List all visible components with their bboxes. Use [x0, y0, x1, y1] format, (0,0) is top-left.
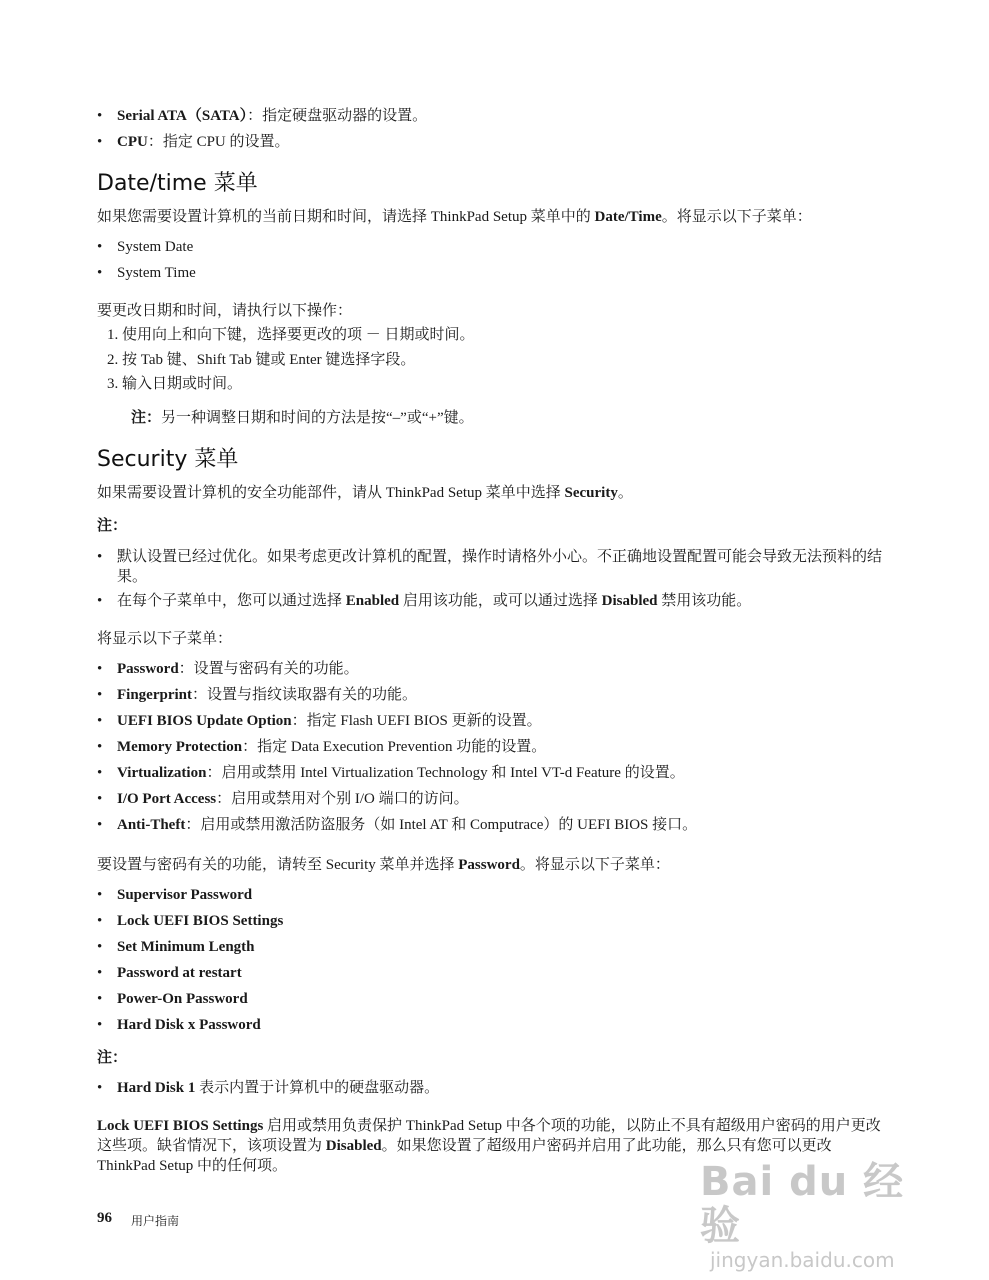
- page-number: 96: [97, 1210, 112, 1226]
- security-heading: Security 菜单: [97, 447, 239, 472]
- submenu-memory-protection: Memory Protection：指定 Data Execution Prevention 功能的设置。: [117, 739, 547, 755]
- bullet: •: [97, 1017, 103, 1033]
- watermark-logo: Bai du 经验: [700, 1159, 905, 1249]
- submenu-io-port: I/O Port Access：启用或禁用对个别 I/O 端口的访问。: [117, 791, 469, 807]
- bullet: •: [97, 939, 103, 955]
- datetime-heading: Date/time 菜单: [97, 171, 258, 196]
- bullet: •: [97, 791, 103, 807]
- security-note-2: 在每个子菜单中，您可以通过选择 Enabled 启用该功能，或可以通过选择 Disabled 禁用该功能。: [117, 593, 752, 609]
- bullet: •: [97, 991, 103, 1007]
- datetime-intro: 如果您需要设置计算机的当前日期和时间，请选择 ThinkPad Setup 菜单中的 Date/Time。将显示以下子菜单：: [97, 209, 812, 225]
- note2-label: 注：: [97, 1050, 128, 1066]
- list-item-sata: Serial ATA（SATA）：指定硬盘驱动器的设置。: [117, 108, 428, 124]
- password-intro: 要设置与密码有关的功能，请转至 Security 菜单并选择 Password。将显示以下子菜单：: [97, 857, 670, 873]
- security-note-label: 注：: [97, 518, 128, 534]
- bullet: •: [97, 108, 103, 124]
- pw-item-lock-uefi: Lock UEFI BIOS Settings: [117, 913, 284, 929]
- datetime-item-time: System Time: [117, 265, 196, 281]
- bullet: •: [97, 687, 103, 703]
- step-2: 2. 按 Tab 键、Shift Tab 键或 Enter 键选择字段。: [107, 352, 416, 368]
- bullet: •: [97, 817, 103, 833]
- step-1: 1. 使用向上和向下键，选择要更改的项 － 日期或时间。: [107, 327, 475, 343]
- submenu-fingerprint: Fingerprint：设置与指纹读取器有关的功能。: [117, 687, 418, 703]
- bullet: •: [97, 1080, 103, 1096]
- bullet: •: [97, 913, 103, 929]
- submenu-intro: 将显示以下子菜单：: [97, 631, 233, 647]
- submenu-uefi-update: UEFI BIOS Update Option：指定 Flash UEFI BIOS 更新的设置。: [117, 713, 542, 729]
- lock-uefi-paragraph: Lock UEFI BIOS Settings 启用或禁用负责保护 ThinkPad Setup 中各个项的功能，以防止不具有超级用户密码的用户更改这些项。缺省情况下，该项设置为 Disabled。如果您设置了超级用户密码并启用了此功能，那么只有您可以更改 ThinkPad Setup 中的任何项。: [97, 1118, 881, 1174]
- step-3: 3. 输入日期或时间。: [107, 376, 243, 392]
- bullet: •: [97, 593, 103, 609]
- bullet: •: [97, 134, 103, 150]
- bullet: •: [97, 739, 103, 755]
- baidu-watermark: [700, 1159, 940, 1272]
- footer-title: 用户指南: [131, 1214, 180, 1228]
- bullet: •: [97, 887, 103, 903]
- bullet: •: [97, 661, 103, 677]
- watermark-url: jingyan.baidu.com: [710, 1248, 895, 1272]
- security-note-1: 默认设置已经过优化。如果考虑更改计算机的配置，操作时请格外小心。不正确地设置配置可能会导致无法预料的结果。: [117, 549, 883, 585]
- submenu-password: Password：设置与密码有关的功能。: [117, 661, 359, 677]
- bullet: •: [97, 265, 103, 281]
- pw-item-supervisor: Supervisor Password: [117, 887, 253, 903]
- pw-item-hard-disk: Hard Disk x Password: [117, 1017, 261, 1033]
- submenu-anti-theft: Anti-Theft：启用或禁用激活防盗服务（如 Intel AT 和 Computrace）的 UEFI BIOS 接口。: [117, 817, 698, 833]
- datetime-note: 注：另一种调整日期和时间的方法是按“–”或“+”键。: [131, 410, 474, 426]
- datetime-item-date: System Date: [117, 239, 194, 255]
- bullet: •: [97, 549, 103, 565]
- list-item-cpu: CPU：指定 CPU 的设置。: [117, 134, 290, 150]
- pw-item-power-on: Power-On Password: [117, 991, 248, 1007]
- pw-item-restart: Password at restart: [117, 965, 242, 981]
- security-intro: 如果需要设置计算机的安全功能部件，请从 ThinkPad Setup 菜单中选择 Security。: [97, 485, 633, 501]
- pw-item-min-length: Set Minimum Length: [117, 939, 255, 955]
- bullet: •: [97, 765, 103, 781]
- bullet: •: [97, 713, 103, 729]
- submenu-virtualization: Virtualization：启用或禁用 Intel Virtualization Technology 和 Intel VT-d Feature 的设置。: [117, 765, 685, 781]
- datetime-steps-intro: 要更改日期和时间，请执行以下操作：: [97, 303, 353, 319]
- bullet: •: [97, 965, 103, 981]
- hard-disk-note: Hard Disk 1 表示内置于计算机中的硬盘驱动器。: [117, 1080, 440, 1096]
- bullet: •: [97, 239, 103, 255]
